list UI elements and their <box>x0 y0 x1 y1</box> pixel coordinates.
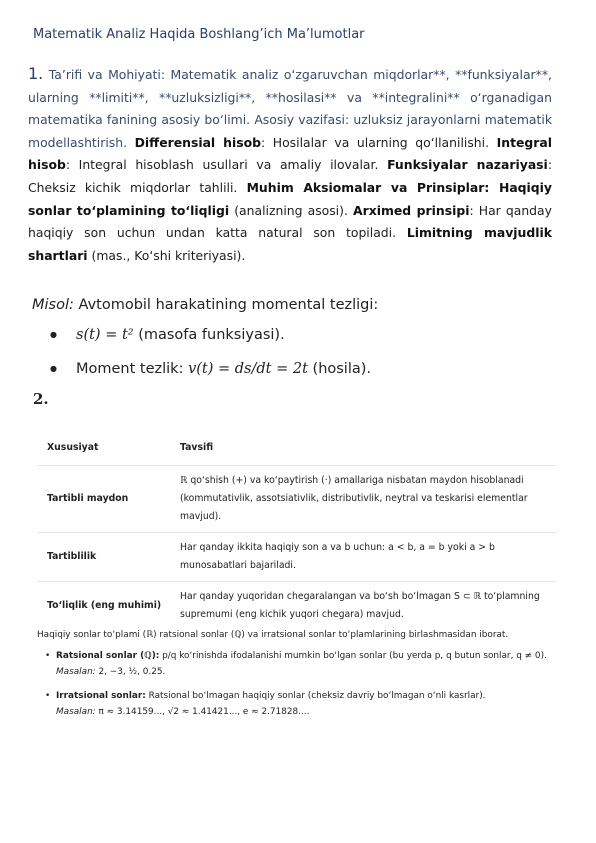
list-item-rational <box>45 648 557 680</box>
table-row <box>37 582 556 631</box>
table-header-row <box>37 431 556 466</box>
table-cell-name: Tartiblilik <box>37 533 170 582</box>
section-number: 1. <box>28 64 44 83</box>
irrational-example: π ≈ 3.14159..., √2 ≈ 1.41421..., e ≈ 2.71828.... <box>95 707 310 717</box>
page-title: Matematik Analiz Haqida Boshlang’ich Ma’lumotlar <box>33 27 365 42</box>
irrational-text: Ratsional bo‘lmagan haqiqiy sonlar (cheksiz davriy bo‘lmagan o‘nli kasrlar). <box>145 691 486 701</box>
table-cell-desc: ℝ qo‘shish (+) va ko‘paytirish (·) amallariga nisbatan maydon hisoblanadi (kommutativlik, assotsiativlik, distributivlik, neytral va teskarisi elementlar mavjud). <box>170 466 556 533</box>
table-cell-desc: Har qanday yuqoridan chegaralangan va bo‘sh bo‘lmagan S ⊂ ℝ to‘plamning supremumi (eng kichik yuqori chegara) mavjud. <box>180 591 540 620</box>
table-cell-name: To‘liqlik (eng muhimi) <box>47 600 162 611</box>
term-functions-desc: : Cheksiz kichik miqdorlar tahlili. <box>28 157 552 195</box>
real-numbers-intro: Haqiqiy sonlar to‘plami (ℝ) ratsional sonlar (ℚ) va irratsional sonlar to‘plamlarining birlashmasidan iborat. <box>37 630 509 640</box>
table-cell-desc: Har qanday ikkita haqiqiy son a va b uchun: a < b, a = b yoki a > b munosabatlari bajariladi. <box>170 533 556 582</box>
table-row <box>37 533 556 582</box>
irrational-label: Irratsional sonlar: <box>56 691 146 701</box>
rational-example: 2, −3, ½, 0.25. <box>95 667 166 677</box>
term-archimedes: Arximed prinsipi <box>353 202 470 218</box>
term-axioms: Muhim Aksiomalar va Prinsiplar: Haqiqiy sonlar to‘plamining to‘liqligi <box>28 179 552 218</box>
example-heading <box>32 297 572 313</box>
properties-table <box>37 431 556 630</box>
list-item-irrational <box>45 688 557 720</box>
formula-v: v(t) = ds/dt = 2t <box>188 361 308 377</box>
example-label: Misol: <box>32 297 74 313</box>
term-functions: Funksiyalar nazariyasi <box>387 157 548 173</box>
term-archimedes-desc: : Har qanday haqiqiy son uchun undan katta natural son topiladi. <box>28 202 552 241</box>
rational-label: Ratsional sonlar (ℚ): <box>56 651 160 661</box>
example-heading-text: Avtomobil harakatining momental tezligi: <box>73 297 379 313</box>
example-item-2-text: Moment tezlik: <box>76 361 189 377</box>
term-differential-desc: : Hosilalar va ularning qo‘llanilishi. <box>261 134 490 150</box>
example-item-2 <box>50 357 572 381</box>
section-2-number: 2. <box>33 390 49 408</box>
formula-s: s(t) = t² <box>76 327 134 343</box>
term-differential: Differensial hisob <box>134 134 261 150</box>
term-integral: Integral hisob <box>28 134 552 173</box>
table-header: Tavsifi <box>170 431 556 466</box>
table-header: Xususiyat <box>37 431 170 466</box>
term-limit-desc: (mas., Ko‘shi kriteriyasi). <box>87 247 246 263</box>
rational-text: p/q ko‘rinishda ifodalanishi mumkin bo‘lgan sonlar (bu yerda p, q butun sonlar, q ≠ 0). <box>159 651 547 661</box>
irrational-example-label: Masalan: <box>56 707 96 717</box>
example-item-2-tail: (hosila). <box>307 361 372 377</box>
section-1-paragraph <box>28 63 552 267</box>
example-item-1-text: (masofa funksiyasi). <box>133 327 285 343</box>
intro-text: Ta’rifi va Mohiyati: Matematik analiz o‘zgaruvchan miqdorlar**, **funksiyalar**, ularning **limiti**, **uzluksizligi**, **hosilasi** va **integralini** o‘rganadigan matematika fanining asosiy bo‘limi. Asosiy vazifasi: uzluksiz jarayonlarni matematik modellashtirish. <box>28 67 552 150</box>
term-axioms-desc: (analizning asosi). <box>229 202 348 218</box>
table-row <box>37 466 556 533</box>
example-block <box>32 297 572 381</box>
example-item-1 <box>50 323 572 347</box>
table-cell-name: Tartibli maydon <box>37 466 170 533</box>
term-integral-desc: : Integral hisoblash usullari va amaliy ilovalar. <box>65 157 379 173</box>
term-limit: Limitning mavjudlik shartlari <box>28 225 552 263</box>
real-numbers-block <box>37 630 557 728</box>
rational-example-label: Masalan: <box>56 667 96 677</box>
